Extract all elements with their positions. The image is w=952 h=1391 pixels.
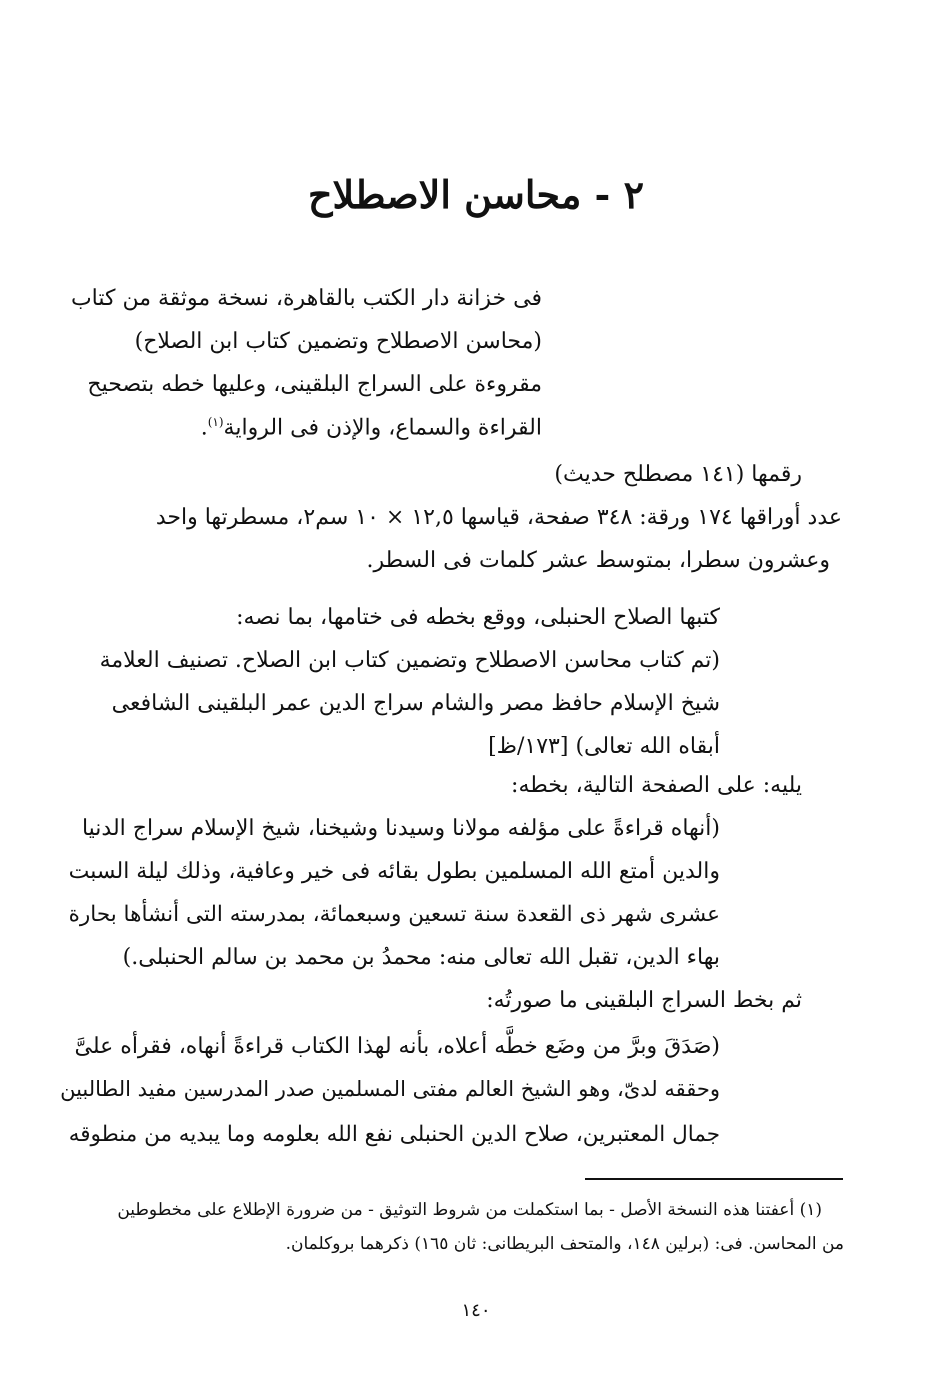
intro-line-1: فى خزانة دار الكتب بالقاهرة، نسخة موثقة من كتاب — [70, 286, 542, 311]
footnote-line-2: من المحاسن. فى: (برلين ١٤٨، والمتحف البريطانى: ثان ١٦٥) ذكرهما بروكلمان. — [285, 1234, 844, 1254]
desc-line-2: وعشرون سطرا، بمتوسط عشر كلمات فى السطر. — [366, 548, 830, 573]
chapter-title: ٢ - محاسن الاصطلاح — [308, 172, 644, 217]
intro-line-2: (محاسن الاصطلاح وتضمين كتاب ابن الصلاح) — [134, 329, 542, 354]
footnote-marker: (١) — [207, 415, 224, 429]
next-page-intro: يليه: على الصفحة التالية، بخطه: — [511, 773, 802, 798]
bulqini-note-line-1: (صَدَقَ وبرَّ من وضَع خطَّه أعلاه، بأنه لهذا الكتاب قراءةً أنهاه، فقرأه علىَّ — [74, 1034, 720, 1059]
intro-line-4 — [201, 415, 542, 440]
footnote-line-1: (١) أعفتنا هذه النسخة الأصل - بما استكملت من شروط التوثيق - من ضرورة الإطلاع على مخطوطين — [117, 1200, 822, 1220]
colophon-intro: كتبها الصلاح الحنبلى، ووقع بخطه فى ختامها، بما نصه: — [236, 605, 720, 630]
colophon-line-3: أبقاه الله تعالى) [١٧٣/ظ] — [488, 734, 720, 759]
footnote-separator — [585, 1178, 843, 1180]
shelfmark: رقمها (١٤١ مصطلح حديث) — [554, 462, 802, 487]
page-number: ١٤٠ — [461, 1300, 491, 1321]
reading-note-line-2: والدين أمتع الله المسلمين بطول بقائه فى خير وعافية، وذلك ليلة السبت — [68, 859, 720, 884]
bulqini-note-line-3: جمال المعتبرين، صلاح الدين الحنبلى نفع الله بعلومه وما يبديه من منطوقه — [68, 1122, 720, 1147]
bulqini-note-line-2: وحققه لدىّ، وهو الشيخ العالم مفتى المسلمين صدر المدرسين مفيد الطالبين — [60, 1077, 720, 1101]
intro-line-3: مقروءة على السراج البلقينى، وعليها خطه بتصحيح — [87, 372, 542, 397]
intro-line-4-text: القراءة والسماع، والإذن فى الرواية — [223, 415, 542, 441]
colophon-line-2: شيخ الإسلام حافظ مصر والشام سراج الدين عمر البلقينى الشافعى — [111, 691, 720, 716]
colophon-line-1: (تم كتاب محاسن الاصطلاح وتضمين كتاب ابن الصلاح. تصنيف العلامة — [99, 648, 720, 673]
intro-end: . — [200, 415, 208, 441]
reading-note-line-1: (أنهاه قراءةً على مؤلفه مولانا وسيدنا وشيخنا، شيخ الإسلام سراج الدنيا — [81, 816, 720, 841]
desc-line-1: عدد أوراقها ١٧٤ ورقة: ٣٤٨ صفحة، قياسها ١٢,٥ × ١٠ سم٢، مسطرتها واحد — [155, 505, 842, 530]
bulqini-intro: ثم بخط السراج البلقينى ما صورتُه: — [486, 988, 802, 1013]
reading-note-line-4: بهاء الدين، تقبل الله تعالى منه: محمدُ بن محمد بن سالم الحنبلى.) — [122, 945, 720, 970]
reading-note-line-3: عشرى شهر ذى القعدة سنة تسعين وسبعمائة، بمدرسته التى أنشأها بحارة — [68, 902, 720, 927]
